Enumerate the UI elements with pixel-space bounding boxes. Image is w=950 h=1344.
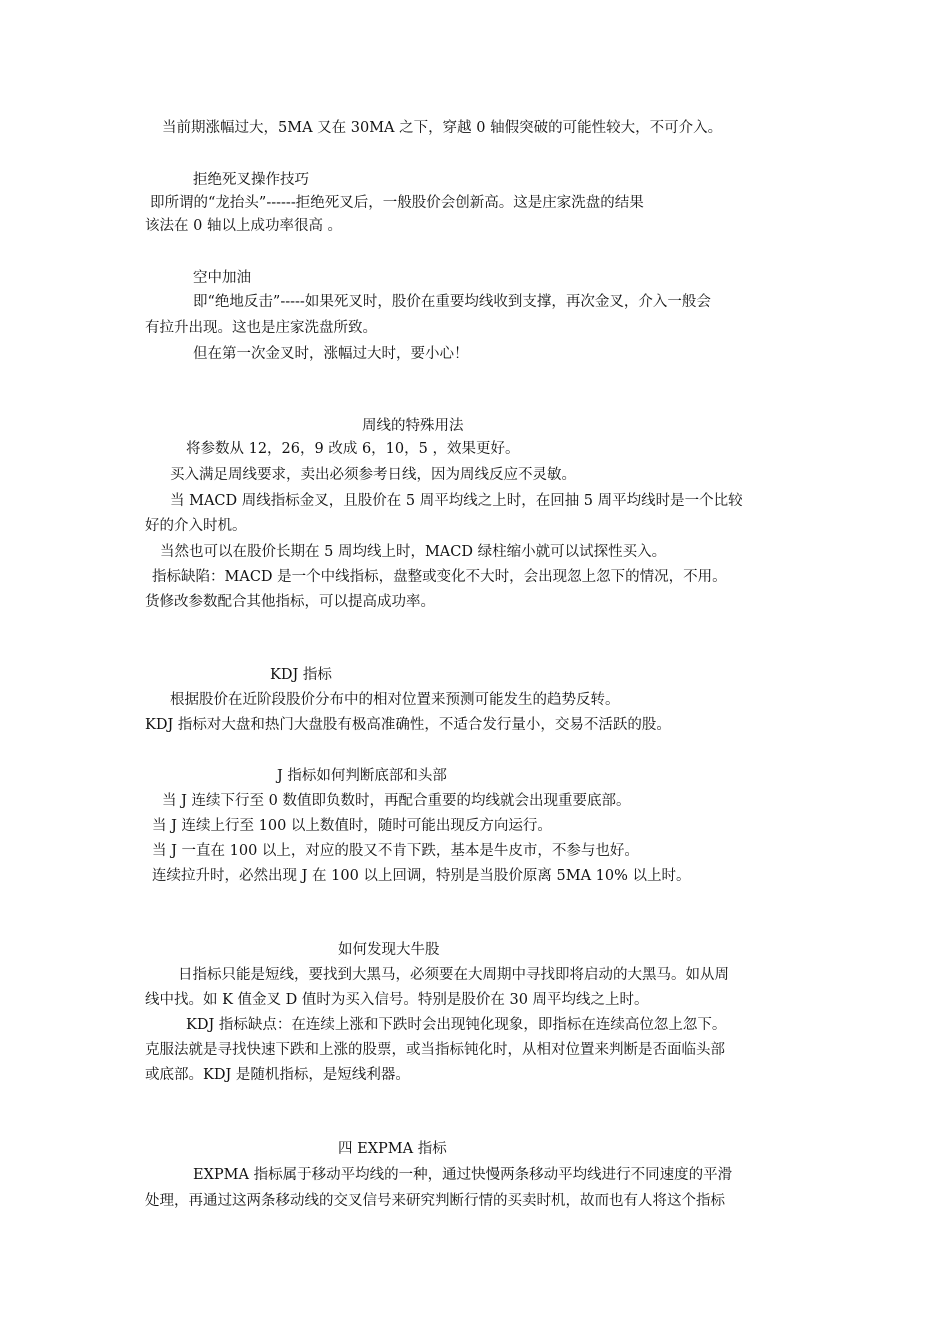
- section-heading: 如何发现大牛股: [338, 942, 440, 958]
- paragraph-line: 处理，再通过这两条移动线的交叉信号来研究判断行情的买卖时机，故而也有人将这个指标: [145, 1193, 725, 1209]
- paragraph-line: 买入满足周线要求，卖出必须参考日线，因为周线反应不灵敏。: [170, 467, 576, 483]
- section-heading: 周线的特殊用法: [362, 418, 464, 434]
- paragraph-line: 克服法就是寻找快速下跌和上涨的股票，或当指标钝化时，从相对位置来判断是否面临头部: [145, 1042, 725, 1058]
- paragraph-line: 线中找。如 K 值金叉 D 值时为买入信号。特别是股价在 30 周平均线之上时。: [145, 992, 649, 1008]
- paragraph-line: KDJ 指标对大盘和热门大盘股有极高准确性，不适合发行量小，交易不活跃的股。: [145, 717, 671, 733]
- paragraph-line: 好的介入时机。: [145, 518, 247, 534]
- paragraph-line: 但在第一次金叉时，涨幅过大时，要小心！: [193, 346, 469, 362]
- paragraph-line: 或底部。KDJ 是随机指标，是短线利器。: [145, 1067, 410, 1083]
- section-heading: 拒绝死叉操作技巧: [193, 172, 309, 188]
- section-heading: J 指标如何判断底部和头部: [277, 768, 447, 784]
- paragraph-line: 即“绝地反击”-----如果死叉时，股价在重要均线收到支撑，再次金叉，介入一般会: [193, 294, 711, 310]
- section-heading: 四 EXPMA 指标: [338, 1141, 447, 1157]
- paragraph-line: 当 MACD 周线指标金叉，且股价在 5 周平均线之上时，在回抽 5 周平均线时是一个比较: [170, 493, 743, 509]
- paragraph-line: 日指标只能是短线，要找到大黑马，必须要在大周期中寻找即将启动的大黑马。如从周: [178, 967, 729, 983]
- paragraph-line: EXPMA 指标属于移动平均线的一种，通过快慢两条移动平均线进行不同速度的平滑: [193, 1167, 733, 1183]
- paragraph-line: KDJ 指标缺点：在连续上涨和下跌时会出现钝化现象，即指标在连续高位忽上忽下。: [186, 1017, 727, 1033]
- section-heading: 空中加油: [193, 270, 251, 286]
- paragraph-line: 即所谓的“龙抬头”------拒绝死叉后，一般股价会创新高。这是庄家洗盘的结果: [150, 195, 644, 211]
- paragraph-line: 有拉升出现。这也是庄家洗盘所致。: [145, 320, 377, 336]
- paragraph-line: 当 J 连续上行至 100 以上数值时，随时可能出现反方向运行。: [152, 818, 552, 834]
- paragraph-line: 指标缺陷：MACD 是一个中线指标，盘整或变化不大时，会出现忽上忽下的情况，不用。: [152, 569, 727, 585]
- section-heading: KDJ 指标: [270, 667, 332, 683]
- paragraph-line: 连续拉升时，必然出现 J 在 100 以上回调，特别是当股价原离 5MA 10% 以上时。: [152, 868, 691, 884]
- paragraph-line: 当 J 一直在 100 以上，对应的股又不肯下跌，基本是牛皮市，不参与也好。: [152, 843, 639, 859]
- paragraph-line: 当然也可以在股价长期在 5 周均线上时，MACD 绿柱缩小就可以试探性买入。: [160, 544, 667, 560]
- paragraph-line: 根据股价在近阶段股价分布中的相对位置来预测可能发生的趋势反转。: [170, 692, 620, 708]
- paragraph-line: 当 J 连续下行至 0 数值即负数时，再配合重要的均线就会出现重要底部。: [162, 793, 631, 809]
- paragraph-line: 当前期涨幅过大，5MA 又在 30MA 之下，穿越 0 轴假突破的可能性较大，不可介入。: [162, 120, 723, 136]
- paragraph-line: 该法在 0 轴以上成功率很高 。: [145, 218, 343, 234]
- paragraph-line: 将参数从 12，26，9 改成 6，10，5 ，效果更好。: [186, 441, 520, 457]
- paragraph-line: 货修改参数配合其他指标，可以提高成功率。: [145, 594, 435, 610]
